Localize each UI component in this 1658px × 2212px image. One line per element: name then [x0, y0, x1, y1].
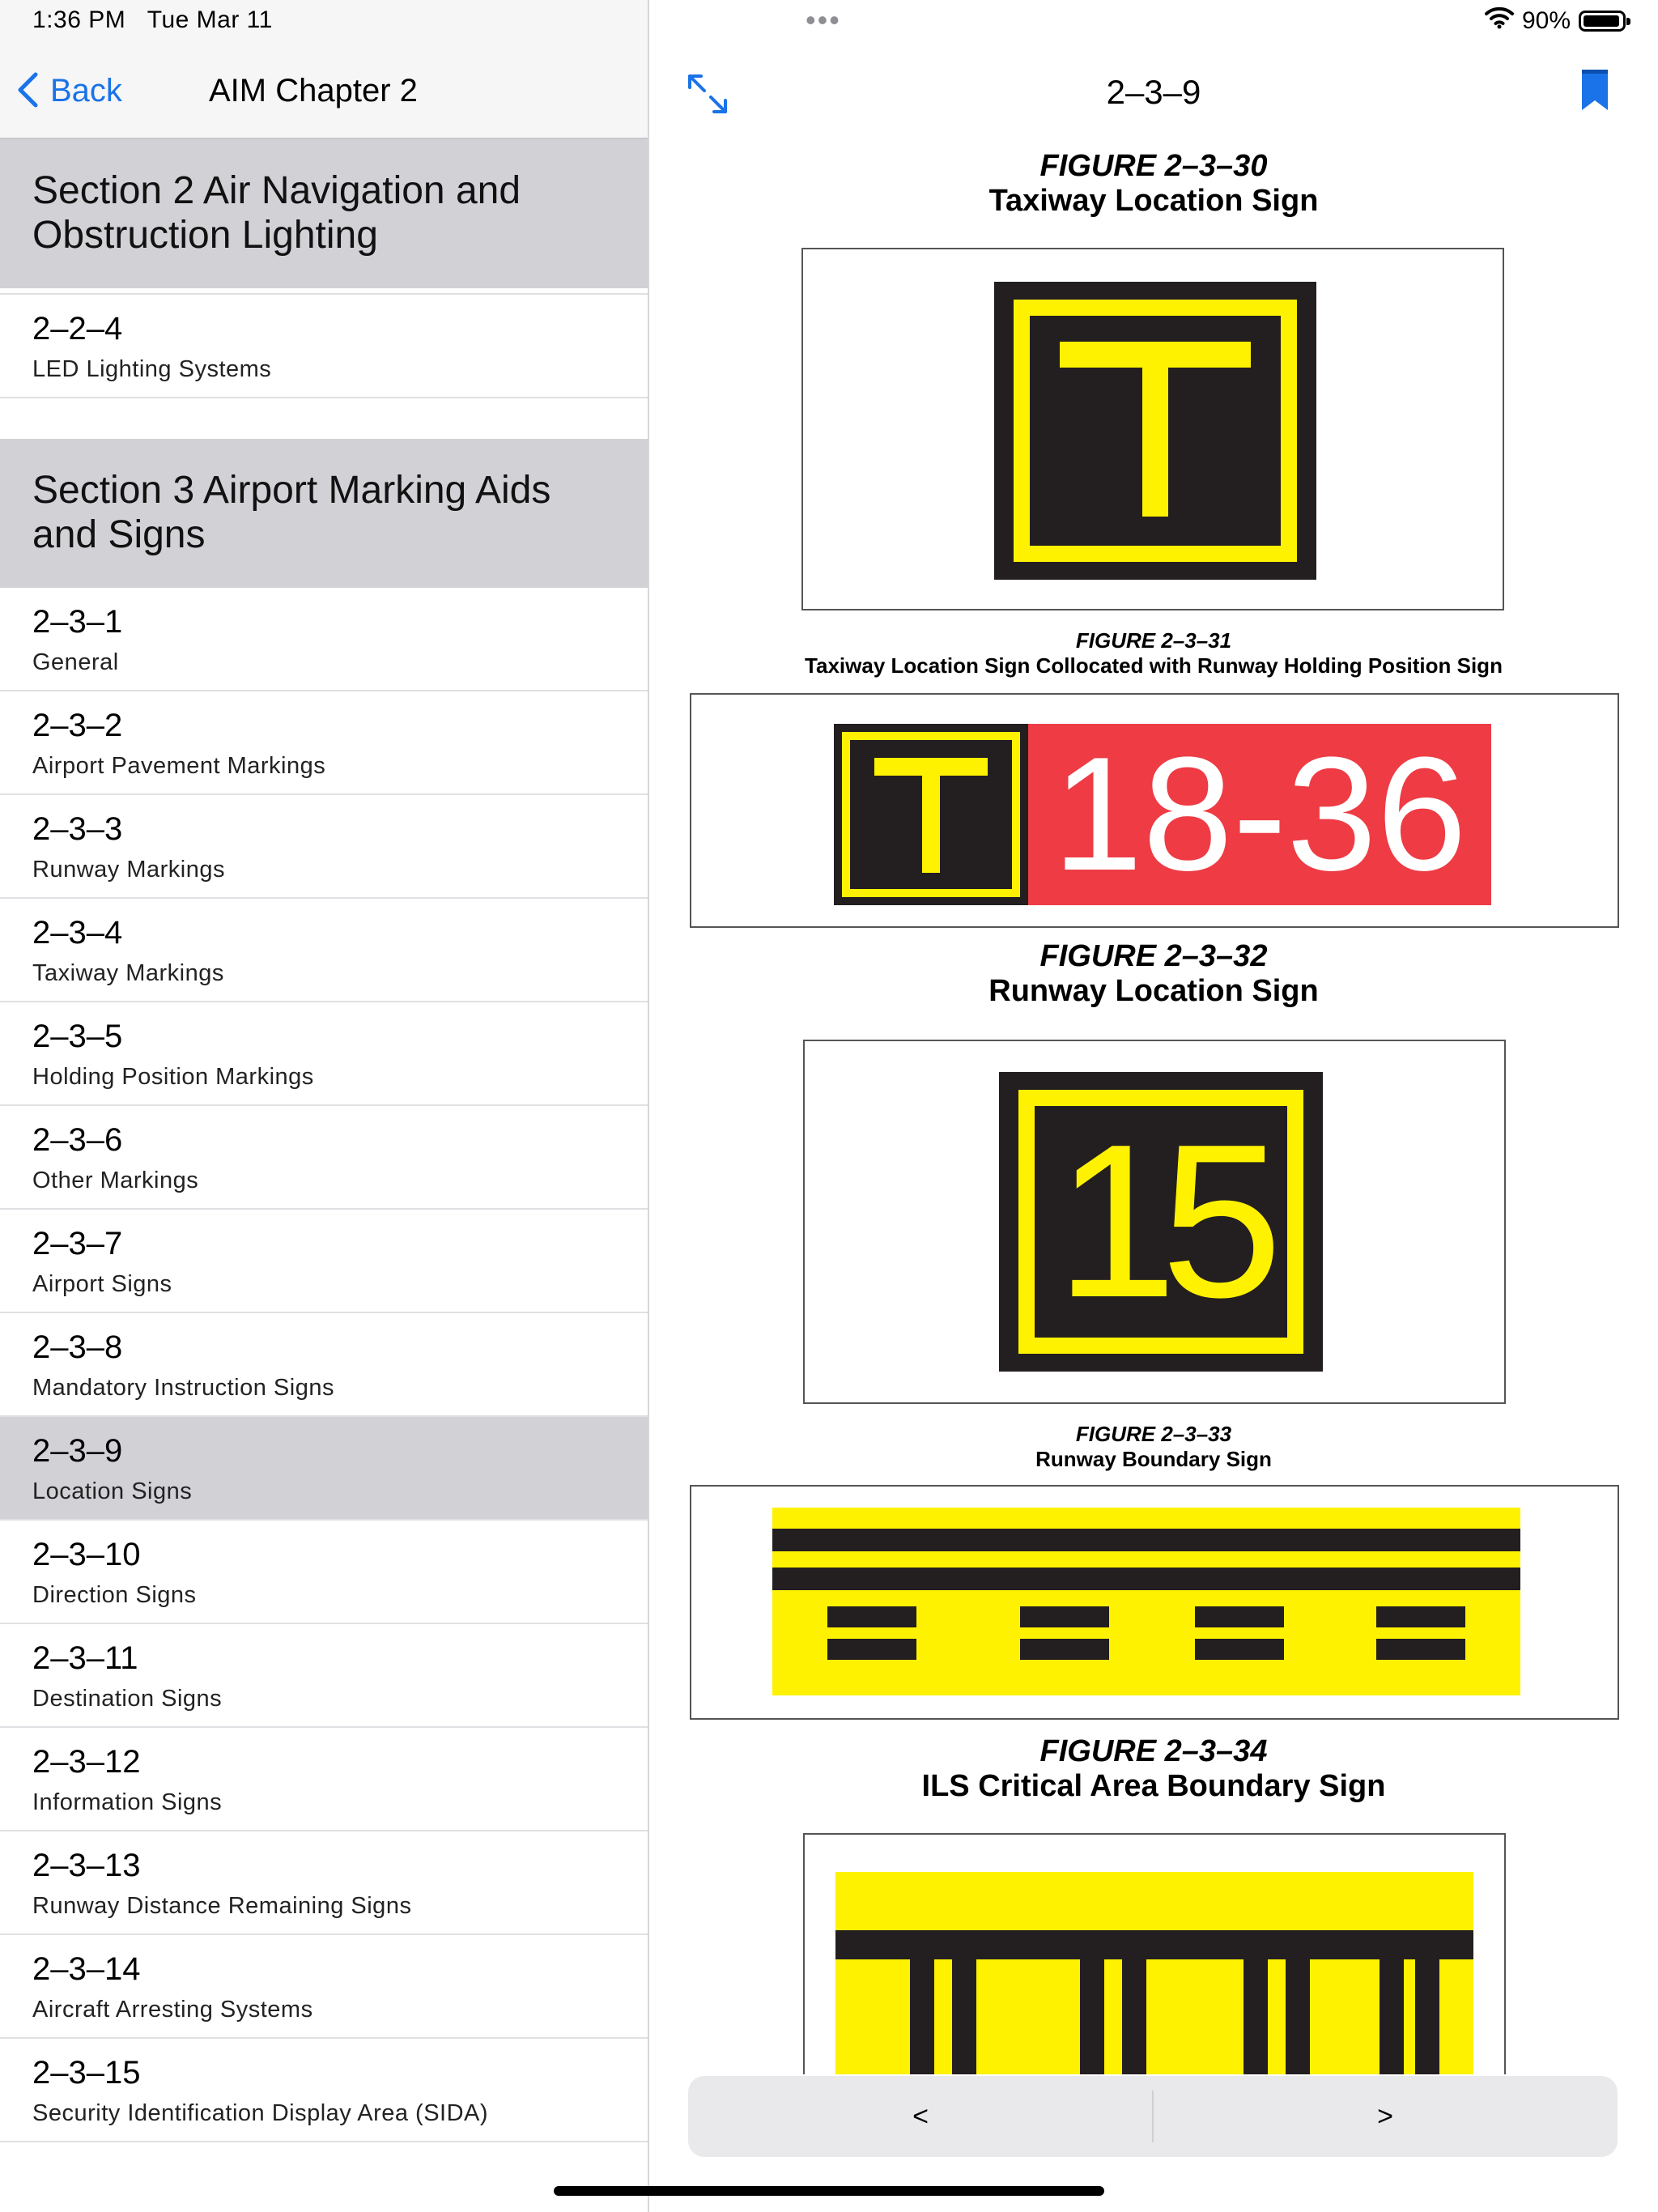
list-item[interactable] — [0, 295, 648, 398]
ils-boundary-sign — [835, 1872, 1473, 2074]
figure-label: FIGURE 2–3–33 — [1075, 1422, 1232, 1446]
item-name: Taxiway Markings — [32, 960, 224, 986]
list-item[interactable] — [0, 2039, 648, 2142]
item-number: 2–3–10 — [32, 1537, 141, 1572]
figure-caption — [649, 1422, 1658, 1472]
status-right — [1485, 6, 1626, 36]
figure-label: FIGURE 2–3–32 — [1039, 939, 1268, 973]
home-indicator[interactable] — [554, 2186, 1104, 2196]
back-button[interactable] — [16, 71, 122, 110]
bookmark-icon[interactable] — [1580, 68, 1609, 112]
figure-title: Runway Location Sign — [988, 974, 1319, 1008]
list-item-selected[interactable] — [0, 1417, 648, 1521]
figure-33-image — [690, 1485, 1619, 1720]
item-name: Destination Signs — [32, 1686, 223, 1712]
back-label: Back — [50, 72, 122, 108]
battery-percent: 90% — [1521, 7, 1571, 34]
item-number: 2–3–11 — [32, 1640, 138, 1676]
spacer — [0, 398, 648, 439]
chevron-left-icon — [16, 71, 39, 110]
item-number: 2–3–7 — [32, 1226, 123, 1261]
item-name: Runway Markings — [32, 857, 225, 883]
figure-title: Taxiway Location Sign Collocated with Runway Holding Position Sign — [805, 653, 1503, 678]
item-name: Mandatory Instruction Signs — [32, 1375, 334, 1401]
list-item[interactable] — [0, 1728, 648, 1831]
item-number: 2–3–3 — [32, 811, 123, 847]
item-number: 2–3–8 — [32, 1329, 123, 1365]
figure-caption — [649, 149, 1658, 219]
list-item[interactable] — [0, 691, 648, 795]
figure-31-image — [690, 693, 1619, 928]
item-name: Location Signs — [32, 1478, 193, 1504]
item-number: 2–3–15 — [32, 2055, 141, 2091]
item-number: 2–3–1 — [32, 604, 123, 640]
item-name: Direction Signs — [32, 1582, 197, 1608]
page-pager — [688, 2076, 1618, 2157]
item-name: Runway Distance Remaining Signs — [32, 1893, 412, 1919]
next-page-button[interactable]: > — [1377, 2100, 1393, 2132]
figure-label: FIGURE 2–3–30 — [1039, 149, 1268, 183]
wifi-icon — [1485, 6, 1514, 36]
taxiway-sign-t-small — [834, 724, 1028, 905]
figure-title: Taxiway Location Sign — [988, 184, 1319, 218]
item-number: 2–3–14 — [32, 1951, 141, 1987]
runway-boundary-sign — [772, 1508, 1520, 1695]
runway-holding-sign: 18-36 — [1028, 724, 1491, 905]
section-header: Section 3 Airport Marking Aids and Signs — [0, 439, 648, 588]
date-text: Tue Mar 11 — [147, 6, 273, 33]
item-name: Security Identification Display Area (SIDA) — [32, 2100, 489, 2126]
item-number: 2–3–4 — [32, 915, 123, 951]
list-item[interactable] — [0, 795, 648, 899]
list-item[interactable] — [0, 1002, 648, 1106]
previous-page-button[interactable]: < — [912, 2100, 929, 2132]
item-number: 2–3–5 — [32, 1019, 123, 1054]
figure-label: FIGURE 2–3–34 — [1039, 1734, 1268, 1768]
runway-location-sign — [999, 1072, 1323, 1372]
item-number: 2–3–9 — [32, 1433, 123, 1469]
item-number: 2–3–6 — [32, 1122, 123, 1158]
list-item[interactable] — [0, 588, 648, 691]
battery-icon — [1579, 11, 1626, 32]
item-name: Aircraft Arresting Systems — [32, 1997, 313, 2023]
multitask-dots[interactable]: ••• — [806, 3, 841, 36]
item-name: Other Markings — [32, 1168, 199, 1193]
item-name: Airport Signs — [32, 1271, 172, 1297]
item-name: Information Signs — [32, 1789, 223, 1815]
runway-number: 15 — [1035, 1106, 1287, 1338]
list-item[interactable] — [0, 899, 648, 1002]
list-item[interactable] — [0, 1831, 648, 1935]
list-item[interactable] — [0, 1521, 648, 1624]
figure-label: FIGURE 2–3–31 — [1075, 628, 1232, 653]
item-number: 2–3–13 — [32, 1848, 141, 1883]
figure-caption — [649, 628, 1658, 678]
status-time — [32, 6, 273, 34]
taxiway-sign-t — [994, 282, 1316, 580]
divider — [0, 288, 648, 295]
sidebar-nav-bar — [0, 49, 648, 139]
figure-title: Runway Boundary Sign — [1035, 1447, 1272, 1471]
list-item[interactable] — [0, 1313, 648, 1417]
document-content — [649, 139, 1658, 2074]
item-name: Holding Position Markings — [32, 1064, 314, 1090]
section-header: Section 2 Air Navigation and Obstruction Lighting — [0, 139, 648, 288]
figure-caption — [649, 1734, 1658, 1804]
item-number: 2–2–4 — [32, 311, 123, 347]
document-pane — [649, 0, 1658, 2212]
page-title: 2–3–9 — [1106, 73, 1201, 111]
item-number: 2–3–2 — [32, 708, 123, 743]
item-number: 2–3–12 — [32, 1744, 141, 1780]
figure-32-image — [803, 1040, 1506, 1404]
time-text: 1:36 PM — [32, 6, 126, 33]
item-name: LED Lighting Systems — [32, 356, 272, 382]
figure-caption — [649, 939, 1658, 1009]
figure-30-image — [801, 248, 1504, 610]
list-item[interactable] — [0, 1624, 648, 1728]
document-nav-bar — [649, 49, 1658, 138]
list-item[interactable] — [0, 1210, 648, 1313]
item-name: Airport Pavement Markings — [32, 753, 326, 779]
item-name: General — [32, 649, 119, 675]
sidebar-title: AIM Chapter 2 — [209, 73, 418, 108]
chapter-list — [0, 139, 648, 2142]
figure-title: ILS Critical Area Boundary Sign — [921, 1769, 1386, 1803]
figure-34-image — [803, 1833, 1506, 2074]
sidebar — [0, 0, 649, 2212]
list-item[interactable] — [0, 1935, 648, 2039]
list-item[interactable] — [0, 1106, 648, 1210]
